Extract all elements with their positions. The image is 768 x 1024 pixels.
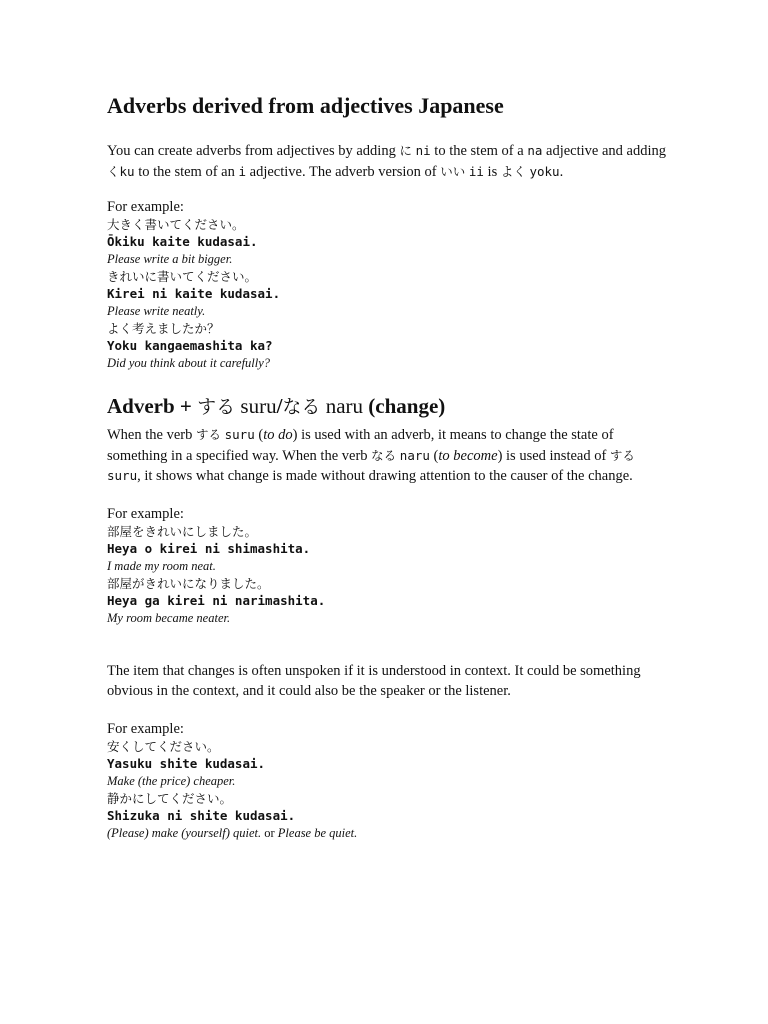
heading-jp-naru: なる: [282, 396, 321, 418]
example-japanese: よく考えましたか？: [107, 321, 220, 336]
example-romaji: Heya ga kirei ni narimashita.: [107, 592, 326, 608]
intro-jp-ni: に: [399, 143, 412, 158]
heading-change: (change): [368, 394, 446, 418]
intro-rom-yoku: yoku: [529, 163, 560, 179]
intro-text: You can create adverbs from adjectives by adding: [107, 143, 400, 159]
intro-text: to the stem of a: [434, 143, 528, 159]
section-text: (: [258, 427, 264, 443]
intro-text: .: [559, 163, 564, 180]
example-romaji: Ōkiku kaite kudasai.: [107, 234, 258, 249]
intro-text: adjective and adding: [546, 143, 666, 159]
example-translation: [107, 825, 667, 842]
section-rom-naru: naru: [399, 447, 430, 463]
section-text: , it shows what change is made without drawing attention to the causer of the change.: [137, 468, 633, 484]
section-paragraph: [107, 425, 667, 487]
example-romaji: Yoku kangaemashita ka?: [107, 338, 273, 353]
heading-rom-naru: naru: [325, 394, 364, 418]
translation-b: Please be quiet.: [277, 825, 358, 840]
section-text: ) is used with an adverb, it means to change the state of something in a specified way. When the verb: [107, 427, 614, 464]
intro-jp-yoku: よく: [500, 163, 526, 179]
example-group-3: [107, 721, 667, 842]
example-label: For example:: [107, 505, 184, 522]
section-text: When the verb: [107, 427, 196, 443]
example-item: [107, 268, 667, 320]
example-item: [107, 738, 667, 790]
section-jp-naru: なる: [371, 447, 397, 463]
example-group-2: [107, 506, 667, 627]
example-japanese: 部屋をきれいにしました。: [107, 523, 258, 539]
intro-text: adjective. The adverb version of: [249, 163, 441, 180]
example-item: [107, 523, 667, 575]
translation-or: or: [261, 825, 278, 840]
intro-jp-ii: いい: [440, 163, 466, 179]
page-title: Adverbs derived from adjectives Japanese: [107, 93, 504, 118]
intro-rom-na: na: [527, 143, 543, 158]
intro-rom-ni: ni: [415, 143, 431, 158]
translation-a: (Please) make (yourself) quiet.: [107, 825, 262, 840]
intro-text: to the stem of an: [138, 163, 239, 180]
example-translation: Please write a bit bigger.: [107, 252, 233, 266]
document-page: [107, 92, 667, 842]
heading-slash: /: [276, 394, 283, 418]
example-romaji: Shizuka ni shite kudasai.: [107, 807, 296, 823]
intro-jp-ku: く: [107, 163, 120, 179]
intro-paragraph: [107, 141, 667, 182]
section-text: (: [433, 447, 439, 464]
section-jp-suru: する: [195, 427, 221, 442]
intro-rom-ii: ii: [468, 163, 484, 179]
example-label: For example:: [107, 720, 184, 737]
example-romaji: Heya o kirei ni shimashita.: [107, 540, 311, 556]
example-item: [107, 790, 667, 842]
example-japanese: 安くしてください。: [107, 738, 220, 754]
example-japanese: 静かにしてください。: [107, 790, 233, 806]
example-item: [107, 216, 667, 268]
section-rom-suru: suru: [107, 468, 138, 483]
example-japanese: 部屋がきれいになりました。: [107, 575, 270, 591]
example-group-1: [107, 199, 667, 372]
section-rom-suru: suru: [224, 427, 255, 442]
intro-rom-i: i: [238, 163, 247, 179]
heading-rom-suru: suru: [240, 394, 277, 418]
example-label: For example:: [107, 199, 184, 215]
section-gloss: to do: [263, 427, 293, 443]
intro-text: is: [487, 163, 501, 180]
section-text: ) is used instead of: [497, 447, 610, 464]
section-heading: [107, 392, 667, 421]
example-translation: Did you think about it carefully?: [107, 356, 271, 370]
example-translation: Make (the price) cheaper.: [107, 773, 236, 788]
intro-rom-ku: ku: [119, 163, 135, 179]
example-romaji: Kirei ni kaite kudasai.: [107, 286, 281, 301]
context-paragraph: The item that changes is often unspoken if it is understood in context. It could be something obvious in the context, and it could also be the speaker or the listener.: [107, 662, 641, 699]
section-gloss: to become: [438, 447, 498, 464]
heading-jp-suru: する: [197, 396, 236, 418]
example-japanese: 大きく書いてください。: [107, 217, 245, 232]
example-translation: I made my room neat.: [107, 558, 216, 573]
example-item: [107, 320, 667, 372]
example-translation: Please write neatly.: [107, 304, 206, 318]
example-japanese: きれいに書いてください。: [107, 269, 258, 284]
example-romaji: Yasuku shite kudasai.: [107, 755, 266, 771]
heading-text: Adverb +: [107, 394, 198, 418]
example-item: [107, 575, 667, 627]
example-translation: My room became neater.: [107, 610, 231, 625]
section-jp-suru: する: [609, 447, 635, 463]
